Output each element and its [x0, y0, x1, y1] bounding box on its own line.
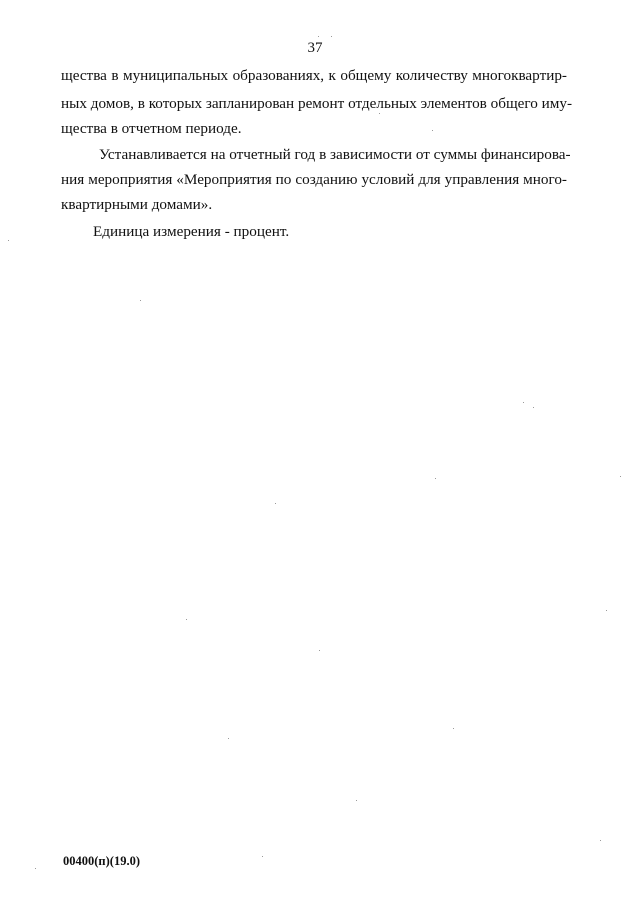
text-line: ных домов, в которых запланирован ремонт отдельных элементов общего иму- — [61, 95, 573, 112]
text-line: ния мероприятия «Мероприятия по созданию условий для управления много- — [61, 171, 567, 188]
text-line: квартирными домами». — [61, 196, 213, 213]
text-line: щества в муниципальных образованиях, к общему количеству многоквартир- — [61, 67, 567, 84]
document-code: 00400(п)(19.0) — [63, 854, 140, 868]
text-line: щества в отчетном периоде. — [61, 120, 242, 137]
text-line: Единица измерения - процент. — [93, 223, 290, 240]
text-line: Устанавливается на отчетный год в зависимости от суммы финансирова- — [99, 146, 571, 163]
page-number: 37 — [307, 40, 323, 56]
